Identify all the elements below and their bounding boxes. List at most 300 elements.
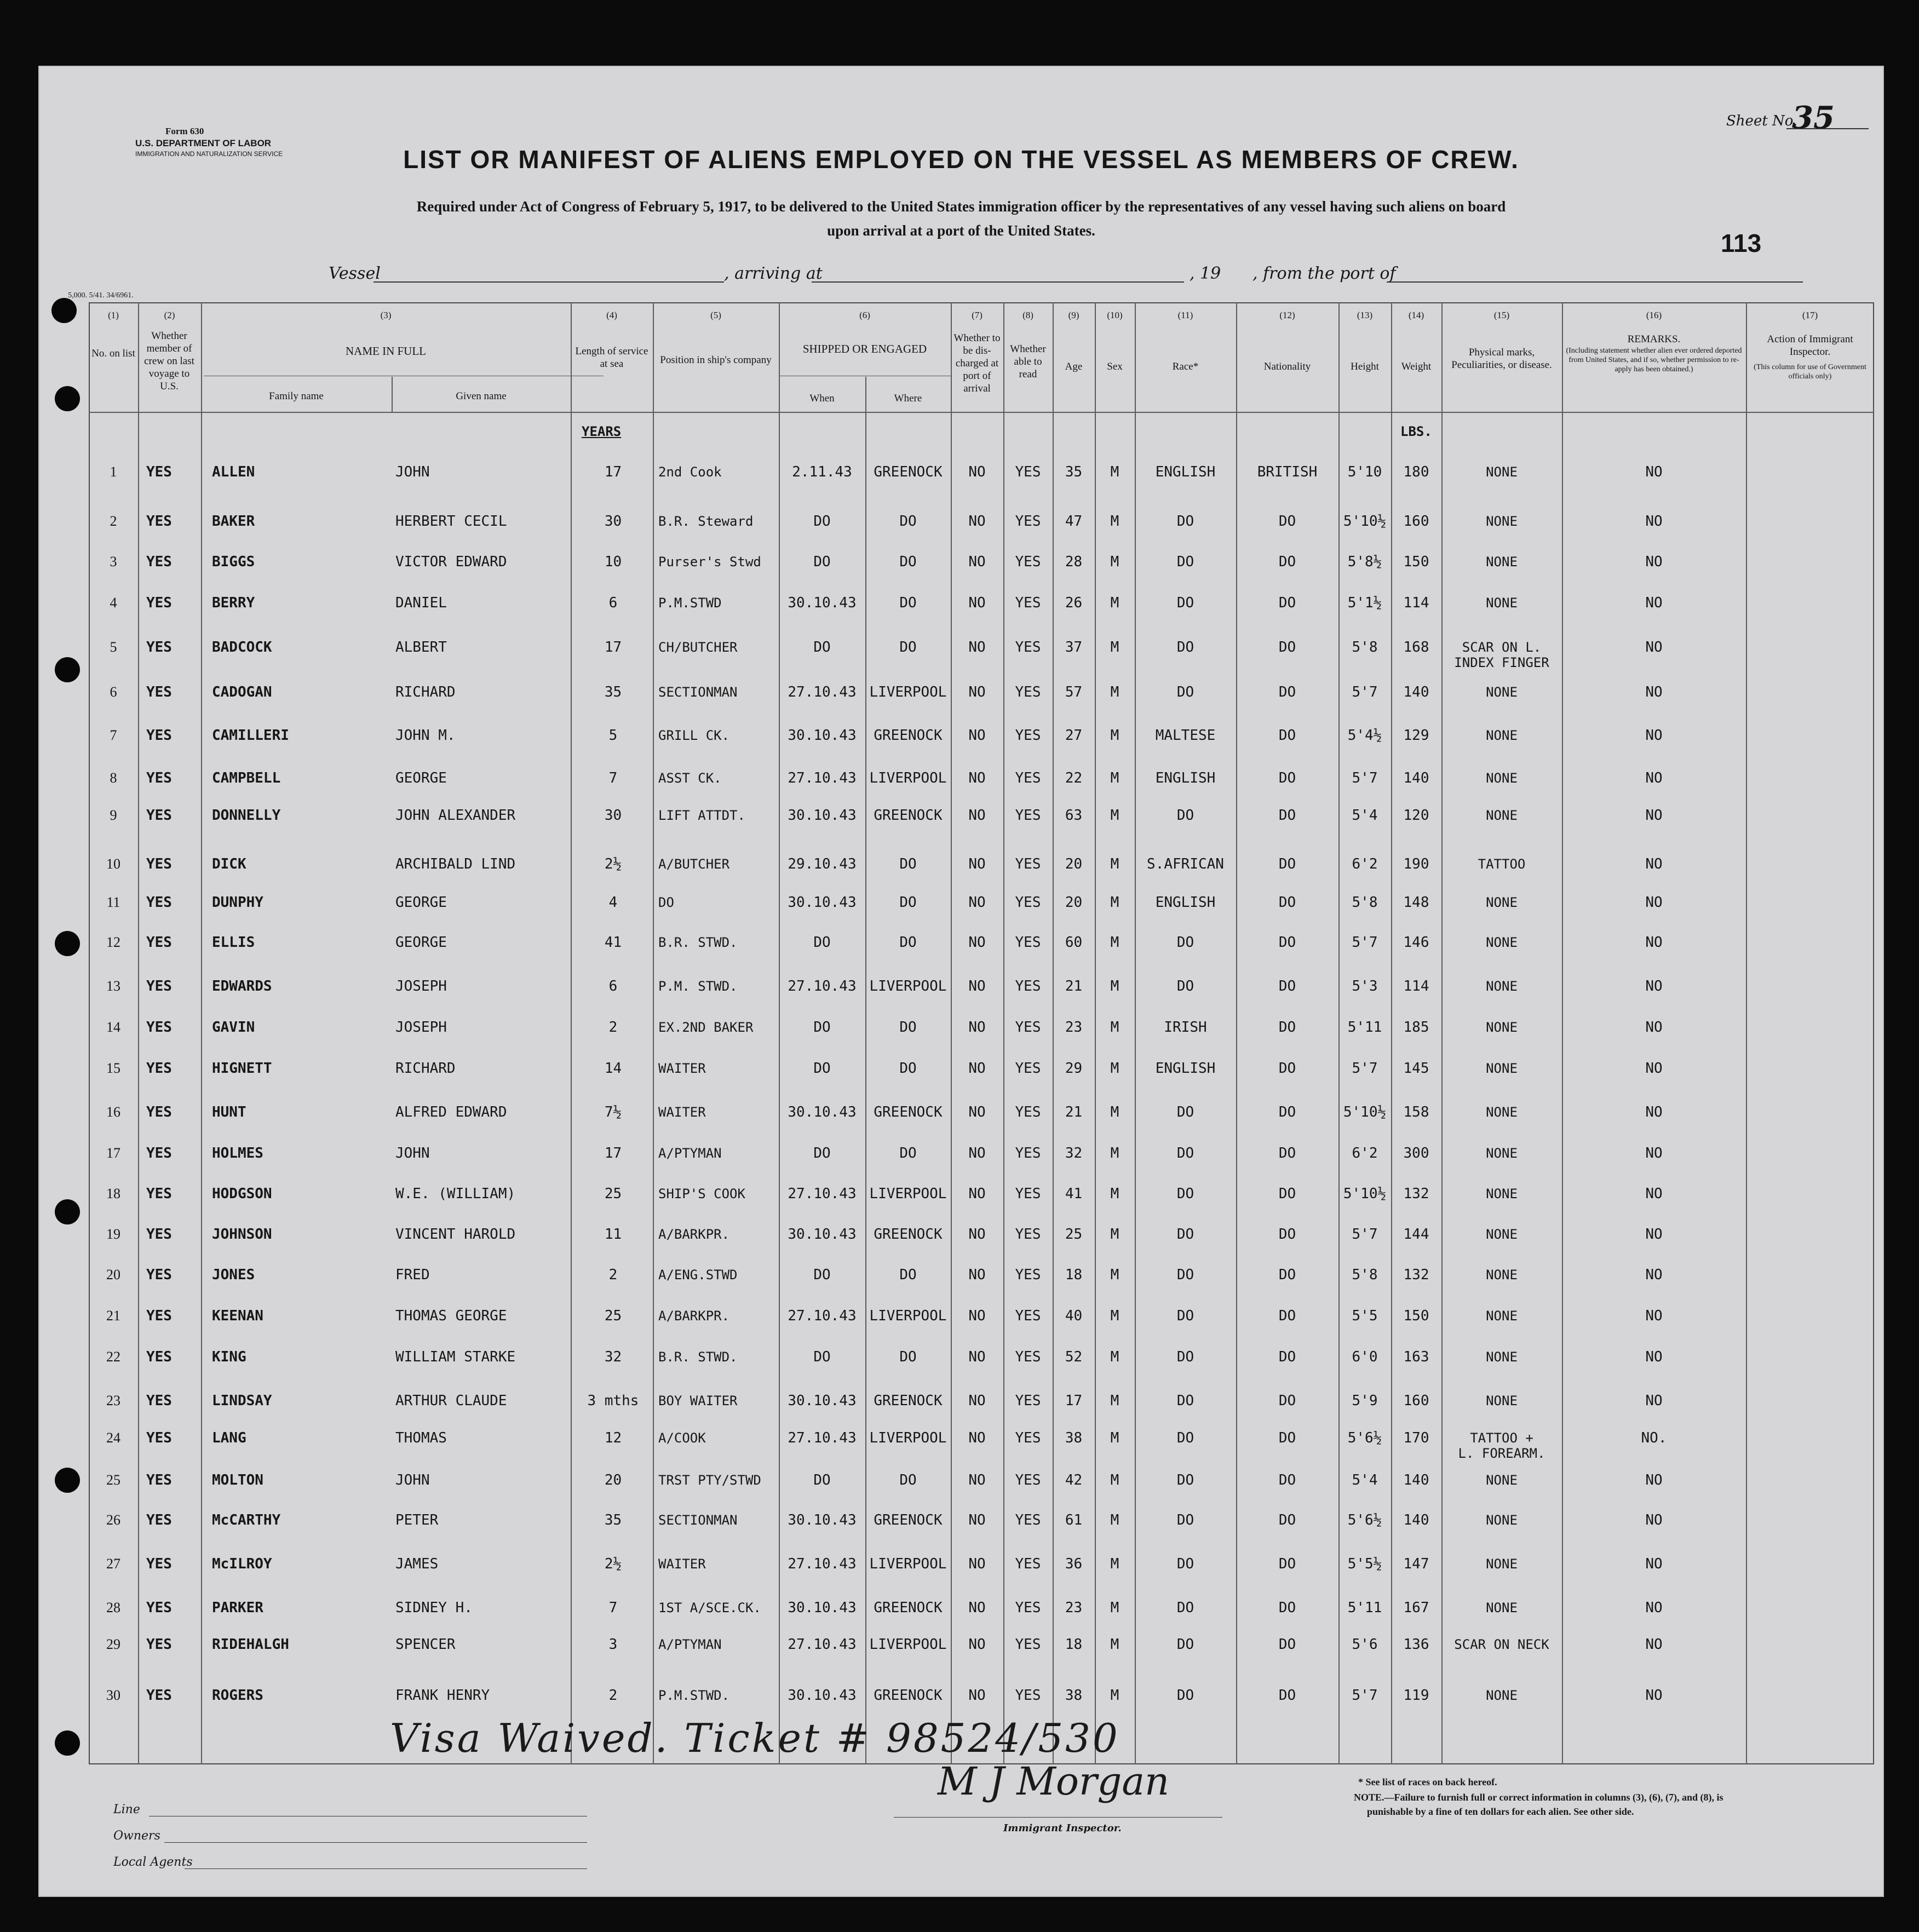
- cell-remarks: NO: [1645, 684, 1663, 700]
- cell-last: YES: [146, 554, 172, 570]
- cell-height: 5'7: [1352, 1226, 1378, 1243]
- cell-no: 23: [106, 1393, 120, 1408]
- cell-remarks: NO: [1645, 770, 1663, 786]
- cell-no: 30: [106, 1687, 120, 1703]
- cell-marks: NONE: [1486, 1267, 1518, 1283]
- cell-last: YES: [146, 513, 172, 530]
- col-heading-name: NAME IN FULL: [346, 344, 426, 358]
- cell-position: SECTIONMAN: [658, 1513, 738, 1528]
- cell-where: GREENOCK: [874, 1687, 943, 1704]
- cell-service: 35: [604, 1512, 622, 1528]
- cell-service: 11: [604, 1226, 622, 1243]
- cell-where: GREENOCK: [874, 1512, 943, 1528]
- cell-last: YES: [146, 1060, 172, 1077]
- cell-no: 1: [110, 464, 117, 480]
- cell-no: 6: [110, 684, 117, 700]
- cell-when: DO: [813, 1145, 831, 1162]
- cell-height: 5'6½: [1347, 1430, 1382, 1446]
- cell-given: THOMAS GEORGE: [395, 1308, 507, 1324]
- cell-disch: NO: [968, 1186, 986, 1202]
- cell-weight: 114: [1403, 595, 1429, 611]
- race-note: * See list of races on back hereof.: [1358, 1776, 1497, 1787]
- cell-sex: M: [1110, 1308, 1119, 1324]
- cell-remarks: NO: [1645, 1060, 1663, 1077]
- col-num: (4): [606, 310, 617, 320]
- cell-disch: NO: [968, 684, 986, 700]
- col-line: [1746, 302, 1747, 1764]
- col-heading-given-name: Given name: [456, 390, 507, 402]
- cell-remarks: NO: [1645, 1512, 1663, 1528]
- cell-position: WAITER: [658, 1556, 706, 1572]
- cell-last: YES: [146, 595, 172, 611]
- cell-sex: M: [1110, 1687, 1119, 1704]
- cell-read: YES: [1015, 1104, 1041, 1120]
- cell-given: RICHARD: [395, 684, 456, 700]
- cell-family: CAMPBELL: [212, 770, 281, 786]
- cell-race: DO: [1176, 807, 1194, 824]
- cell-nat: DO: [1278, 894, 1296, 911]
- cell-marks: NONE: [1486, 979, 1518, 994]
- from-port-line: [1387, 281, 1803, 283]
- cell-read: YES: [1015, 1556, 1041, 1572]
- cell-position: TRST PTY/STWD: [658, 1473, 761, 1488]
- cell-position: A/BUTCHER: [658, 856, 730, 872]
- line-label: Line: [113, 1803, 140, 1816]
- cell-race: DO: [1176, 934, 1194, 951]
- cell-race: DO: [1176, 1472, 1194, 1488]
- cell-nat: DO: [1278, 978, 1296, 994]
- owners-label: Owners: [113, 1829, 160, 1843]
- cell-remarks: NO: [1645, 1556, 1663, 1572]
- cell-remarks: NO: [1645, 727, 1663, 744]
- cell-weight: 150: [1403, 554, 1429, 570]
- cell-marks: NONE: [1486, 514, 1518, 529]
- cell-when: 30.10.43: [788, 1512, 857, 1528]
- cell-no: 18: [106, 1186, 120, 1201]
- cell-last: YES: [146, 464, 172, 480]
- cell-when: DO: [813, 934, 831, 951]
- cell-service: 12: [604, 1430, 622, 1446]
- cell-nat: DO: [1278, 1226, 1296, 1243]
- cell-last: YES: [146, 1226, 172, 1243]
- cell-disch: NO: [968, 554, 986, 570]
- cell-service: 7½: [604, 1104, 622, 1120]
- cell-last: YES: [146, 1019, 172, 1036]
- cell-family: LINDSAY: [212, 1393, 272, 1409]
- col-num: (3): [380, 310, 392, 320]
- cell-given: JOSEPH: [395, 1019, 447, 1036]
- cell-race: DO: [1176, 1145, 1194, 1162]
- cell-family: DICK: [212, 856, 246, 872]
- cell-height: 5'6½: [1347, 1512, 1382, 1528]
- cell-sex: M: [1110, 639, 1119, 656]
- cell-age: 22: [1065, 770, 1083, 786]
- cell-where: GREENOCK: [874, 807, 943, 824]
- cell-service: 25: [604, 1186, 622, 1202]
- cell-height: 5'7: [1352, 770, 1378, 786]
- cell-nat: DO: [1278, 770, 1296, 786]
- col-heading-age: Age: [1065, 361, 1083, 372]
- cell-where: GREENOCK: [874, 1104, 943, 1120]
- cell-nat: DO: [1278, 684, 1296, 700]
- cell-when: 30.10.43: [788, 727, 857, 744]
- cell-weight: 180: [1403, 464, 1429, 480]
- cell-last: YES: [146, 978, 172, 994]
- cell-height: 5'4: [1352, 1472, 1378, 1488]
- cell-remarks: NO: [1645, 856, 1663, 872]
- cell-last: YES: [146, 727, 172, 744]
- cell-position: P.M.STWD: [658, 595, 722, 611]
- cell-position: Purser's Stwd: [658, 554, 761, 570]
- cell-last: YES: [146, 1104, 172, 1120]
- cell-given: SPENCER: [395, 1636, 456, 1653]
- cell-given: JOHN: [395, 1145, 430, 1162]
- cell-given: VINCENT HAROLD: [395, 1226, 516, 1243]
- cell-remarks: NO: [1645, 1019, 1663, 1036]
- cell-age: 37: [1065, 639, 1083, 656]
- cell-height: 5'10½: [1343, 1186, 1387, 1202]
- cell-remarks: NO: [1645, 1636, 1663, 1653]
- cell-family: CAMILLERI: [212, 727, 289, 744]
- cell-age: 25: [1065, 1226, 1083, 1243]
- cell-where: LIVERPOOL: [869, 1636, 947, 1653]
- cell-when: 30.10.43: [788, 1393, 857, 1409]
- cell-given: JOHN: [395, 464, 430, 480]
- col-line: [138, 302, 139, 1764]
- col-num: (8): [1022, 310, 1033, 320]
- cell-read: YES: [1015, 770, 1041, 786]
- cell-service: 20: [604, 1472, 622, 1488]
- binder-hole: [55, 657, 80, 682]
- cell-given: W.E. (WILLIAM): [395, 1186, 516, 1202]
- cell-disch: NO: [968, 1267, 986, 1283]
- cell-where: DO: [899, 934, 917, 951]
- cell-service: 25: [604, 1308, 622, 1324]
- col-num: (15): [1493, 310, 1510, 320]
- cell-service: 7: [608, 770, 618, 786]
- cell-weight: 140: [1403, 770, 1429, 786]
- cell-no: 12: [106, 934, 120, 950]
- cell-service: 3: [608, 1636, 618, 1653]
- cell-where: GREENOCK: [874, 464, 943, 480]
- handwritten-visa-note: Visa Waived. Ticket # 98524/530: [390, 1715, 1120, 1761]
- cell-service: 14: [604, 1060, 622, 1077]
- col-heading-height: Height: [1351, 361, 1379, 372]
- cell-remarks: NO: [1645, 1349, 1663, 1365]
- cell-age: 42: [1065, 1472, 1083, 1488]
- cell-where: GREENOCK: [874, 727, 943, 744]
- cell-family: GAVIN: [212, 1019, 255, 1036]
- cell-disch: NO: [968, 1600, 986, 1616]
- cell-remarks: NO: [1645, 1308, 1663, 1324]
- cell-sex: M: [1110, 1060, 1119, 1077]
- col-heading-family-name: Family name: [269, 390, 324, 402]
- cell-read: YES: [1015, 464, 1041, 480]
- cell-age: 23: [1065, 1019, 1083, 1036]
- cell-nat: DO: [1278, 554, 1296, 570]
- cell-nat: DO: [1278, 1472, 1296, 1488]
- cell-last: YES: [146, 770, 172, 786]
- cell-no: 19: [106, 1226, 120, 1242]
- cell-given: ALFRED EDWARD: [395, 1104, 507, 1120]
- cell-nat: DO: [1278, 513, 1296, 530]
- cell-sex: M: [1110, 807, 1119, 824]
- cell-family: DUNPHY: [212, 894, 263, 911]
- cell-given: RICHARD: [395, 1060, 456, 1077]
- cell-marks: NONE: [1486, 1556, 1518, 1572]
- cell-nat: DO: [1278, 1145, 1296, 1162]
- cell-family: HUNT: [212, 1104, 246, 1120]
- cell-where: GREENOCK: [874, 1393, 943, 1409]
- cell-no: 20: [106, 1267, 120, 1283]
- cell-when: 29.10.43: [788, 856, 857, 872]
- cell-race: S.AFRICAN: [1147, 856, 1224, 872]
- cell-when: DO: [813, 1060, 831, 1077]
- cell-height: 5'5: [1352, 1308, 1378, 1324]
- cell-marks: NONE: [1486, 685, 1518, 700]
- cell-given: JOSEPH: [395, 978, 447, 994]
- cell-race: DO: [1176, 1104, 1194, 1120]
- cell-read: YES: [1015, 1600, 1041, 1616]
- cell-read: YES: [1015, 1430, 1041, 1446]
- form-number: Form 630: [165, 126, 204, 136]
- cell-position: P.M. STWD.: [658, 979, 738, 994]
- cell-remarks: NO.: [1641, 1430, 1667, 1446]
- cell-weight: 132: [1403, 1186, 1429, 1202]
- cell-disch: NO: [968, 1472, 986, 1488]
- cell-nat: DO: [1278, 1186, 1296, 1202]
- cell-where: DO: [899, 639, 917, 656]
- cell-when: DO: [813, 554, 831, 570]
- col-num: (1): [108, 310, 119, 320]
- cell-where: GREENOCK: [874, 1226, 943, 1243]
- cell-last: YES: [146, 1512, 172, 1528]
- cell-family: HIGNETT: [212, 1060, 272, 1077]
- cell-sex: M: [1110, 1636, 1119, 1653]
- units-years: YEARS: [582, 424, 622, 439]
- cell-disch: NO: [968, 807, 986, 824]
- cell-read: YES: [1015, 595, 1041, 611]
- cell-nat: DO: [1278, 934, 1296, 951]
- cell-disch: NO: [968, 1687, 986, 1704]
- cell-family: HODGSON: [212, 1186, 272, 1202]
- sheet-label: Sheet No.: [1726, 113, 1798, 129]
- cell-marks: NONE: [1486, 1308, 1518, 1324]
- cell-marks: TATTOO +: [1470, 1430, 1533, 1446]
- cell-sex: M: [1110, 513, 1119, 530]
- cell-last: YES: [146, 1556, 172, 1572]
- cell-height: 5'8: [1352, 1267, 1378, 1283]
- cell-height: 6'2: [1352, 1145, 1378, 1162]
- cell-marks: NONE: [1486, 895, 1518, 910]
- cell-marks: NONE: [1486, 464, 1518, 480]
- cell-height: 5'4½: [1347, 727, 1382, 744]
- cell-last: YES: [146, 1687, 172, 1704]
- cell-nat: DO: [1278, 856, 1296, 872]
- cell-race: DO: [1176, 1349, 1194, 1365]
- subtitle-line-1: Required under Act of Congress of February 5, 1917, to be delivered to the United States immigration officer by the representatives of any vessel having such aliens on board: [416, 198, 1506, 215]
- document-title: LIST OR MANIFEST OF ALIENS EMPLOYED ON THE VESSEL AS MEMBERS OF CREW.: [403, 145, 1519, 174]
- col-line: [571, 302, 572, 1764]
- cell-family: CADOGAN: [212, 684, 272, 700]
- cell-weight: 160: [1403, 1393, 1429, 1409]
- cell-last: YES: [146, 1636, 172, 1653]
- cell-when: 27.10.43: [788, 770, 857, 786]
- cell-marks: NONE: [1486, 1020, 1518, 1035]
- col-num: (6): [859, 310, 870, 320]
- cell-position: WAITER: [658, 1105, 706, 1120]
- cell-last: YES: [146, 1267, 172, 1283]
- cell-weight: 147: [1403, 1556, 1429, 1572]
- cell-remarks: NO: [1645, 639, 1663, 656]
- col-heading-action-note: (This column for use of Government officials only): [1754, 363, 1866, 381]
- cell-no: 27: [106, 1556, 120, 1572]
- cell-where: LIVERPOOL: [869, 684, 947, 700]
- cell-weight: 140: [1403, 1472, 1429, 1488]
- binder-hole: [55, 931, 80, 956]
- cell-family: McCARTHY: [212, 1512, 281, 1528]
- cell-disch: NO: [968, 513, 986, 530]
- sheet-number: 35: [1792, 100, 1835, 136]
- cell-age: 36: [1065, 1556, 1083, 1572]
- cell-read: YES: [1015, 1267, 1041, 1283]
- cell-family: EDWARDS: [212, 978, 272, 994]
- cell-last: YES: [146, 1393, 172, 1409]
- col-heading-position: Position in ship's company: [660, 354, 772, 366]
- cell-when: 27.10.43: [788, 1636, 857, 1653]
- cell-service: 5: [608, 727, 618, 744]
- cell-last: YES: [146, 1186, 172, 1202]
- cell-age: 63: [1065, 807, 1083, 824]
- cell-no: 26: [106, 1512, 120, 1528]
- col-num: (16): [1646, 310, 1662, 320]
- cell-family: JOHNSON: [212, 1226, 272, 1243]
- cell-where: DO: [899, 554, 917, 570]
- cell-marks: TATTOO: [1478, 856, 1526, 872]
- cell-race: DO: [1176, 1687, 1194, 1704]
- cell-age: 23: [1065, 1600, 1083, 1616]
- cell-family: JONES: [212, 1267, 255, 1283]
- cell-height: 5'1½: [1347, 595, 1382, 611]
- binder-hole: [55, 1468, 80, 1493]
- cell-nat: DO: [1278, 1349, 1296, 1365]
- cell-sex: M: [1110, 1512, 1119, 1528]
- cell-race: ENGLISH: [1155, 770, 1216, 786]
- cell-when: 27.10.43: [788, 978, 857, 994]
- cell-remarks: NO: [1645, 894, 1663, 911]
- cell-disch: NO: [968, 639, 986, 656]
- cell-no: 9: [110, 807, 117, 823]
- col-num: (7): [972, 310, 983, 320]
- cell-no: 17: [106, 1145, 120, 1161]
- cell-where: DO: [899, 1145, 917, 1162]
- cell-sex: M: [1110, 1472, 1119, 1488]
- cell-family: DONNELLY: [212, 807, 281, 824]
- cell-race: DO: [1176, 1600, 1194, 1616]
- cell-where: LIVERPOOL: [869, 770, 947, 786]
- cell-remarks: NO: [1645, 807, 1663, 824]
- cell-read: YES: [1015, 978, 1041, 994]
- cell-height: 5'6: [1352, 1636, 1378, 1653]
- col-heading-sex: Sex: [1107, 361, 1123, 372]
- col-heading-shipped: SHIPPED OR ENGAGED: [802, 342, 927, 355]
- cell-service: 17: [604, 639, 622, 656]
- cell-height: 5'4: [1352, 807, 1378, 824]
- cell-family: HOLMES: [212, 1145, 263, 1162]
- cell-when: DO: [813, 1267, 831, 1283]
- cell-read: YES: [1015, 1308, 1041, 1324]
- cell-read: YES: [1015, 1687, 1041, 1704]
- cell-service: 7: [608, 1600, 618, 1616]
- cell-age: 21: [1065, 1104, 1083, 1120]
- cell-nat: DO: [1278, 595, 1296, 611]
- cell-remarks: NO: [1645, 595, 1663, 611]
- cell-age: 35: [1065, 464, 1083, 480]
- cell-marks: NONE: [1486, 595, 1518, 611]
- cell-sex: M: [1110, 934, 1119, 951]
- cell-no: 5: [110, 639, 117, 655]
- cell-service: 2: [608, 1687, 618, 1704]
- cell-race: ENGLISH: [1155, 464, 1216, 480]
- cell-nat: DO: [1278, 1636, 1296, 1653]
- sheet-number-line: [1786, 128, 1869, 129]
- subtitle-line-2: upon arrival at a port of the United States.: [827, 222, 1095, 239]
- cell-weight: 170: [1403, 1430, 1429, 1446]
- cell-read: YES: [1015, 1019, 1041, 1036]
- cell-age: 18: [1065, 1267, 1083, 1283]
- cell-height: 5'11: [1347, 1600, 1382, 1616]
- cell-height: 5'7: [1352, 934, 1378, 951]
- cell-given: JOHN: [395, 1472, 430, 1488]
- cell-weight: 167: [1403, 1600, 1429, 1616]
- cell-nat: DO: [1278, 1104, 1296, 1120]
- cell-no: 22: [106, 1349, 120, 1365]
- cell-service: 6: [608, 595, 618, 611]
- binder-hole: [55, 386, 80, 411]
- year-label: , 19: [1190, 264, 1221, 283]
- cell-no: 2: [110, 513, 117, 529]
- vessel-label: Vessel: [329, 264, 381, 283]
- cell-disch: NO: [968, 934, 986, 951]
- cell-given: VICTOR EDWARD: [395, 554, 507, 570]
- cell-race: DO: [1176, 684, 1194, 700]
- cell-disch: NO: [968, 1349, 986, 1365]
- cell-marks: NONE: [1486, 1186, 1518, 1201]
- cell-service: 2½: [604, 856, 622, 872]
- col-heading-weight: Weight: [1401, 361, 1432, 372]
- cell-read: YES: [1015, 1186, 1041, 1202]
- cell-remarks: NO: [1645, 464, 1663, 480]
- cell-service: 32: [604, 1349, 622, 1365]
- cell-no: 21: [106, 1308, 120, 1324]
- cell-no: 15: [106, 1060, 120, 1076]
- cell-sex: M: [1110, 1019, 1119, 1036]
- cell-when: 27.10.43: [788, 1556, 857, 1572]
- cell-marks: NONE: [1486, 1393, 1518, 1408]
- cell-remarks: NO: [1645, 934, 1663, 951]
- cell-age: 18: [1065, 1636, 1083, 1653]
- cell-service: 30: [604, 513, 622, 530]
- cell-weight: 148: [1403, 894, 1429, 911]
- cell-where: DO: [899, 894, 917, 911]
- cell-where: DO: [899, 1019, 917, 1036]
- cell-position: LIFT ATTDT.: [658, 808, 745, 823]
- cell-service: 10: [604, 554, 622, 570]
- cell-nat: DO: [1278, 1393, 1296, 1409]
- cell-marks: NONE: [1486, 728, 1518, 743]
- cell-read: YES: [1015, 1472, 1041, 1488]
- cell-weight: 150: [1403, 1308, 1429, 1324]
